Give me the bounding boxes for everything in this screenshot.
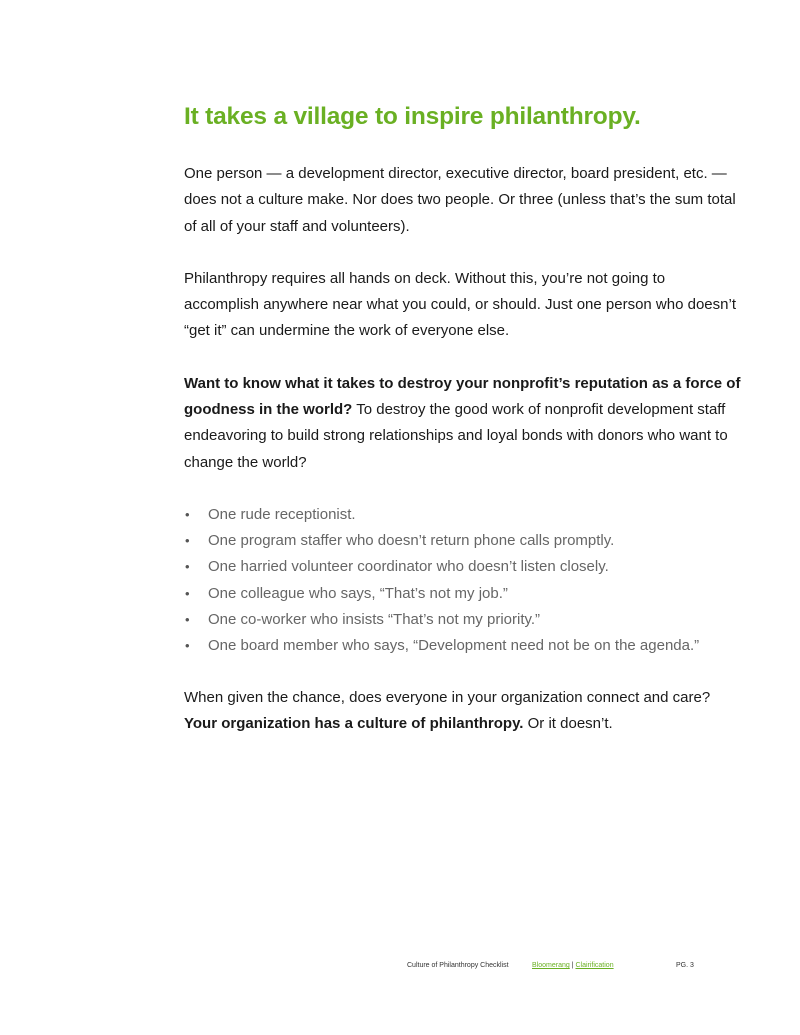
bullet-marker: • — [185, 506, 190, 522]
intro-paragraph: One person — a development director, executive director, board president, etc. — does not a culture make. Nor does two people. Or three (unless that’s the sum total of all of your staff and volunteers). — [184, 165, 736, 235]
closing-paragraph — [184, 685, 744, 738]
page-content — [184, 100, 744, 738]
list-item-text: One co-worker who insists “That’s not my priority.” — [208, 610, 541, 628]
bullet-marker: • — [185, 611, 190, 627]
bullet-marker: • — [185, 559, 190, 575]
list-item-text: One harried volunteer coordinator who doesn’t listen closely. — [208, 558, 609, 576]
footer-document-title: Culture of Philanthropy Checklist — [407, 962, 509, 969]
footer-links — [532, 960, 614, 972]
list-item — [184, 502, 744, 528]
page-title: It takes a village to inspire philanthropy. — [184, 103, 641, 130]
list-item-text: One colleague who says, “That’s not my job.” — [208, 584, 508, 602]
bloomerang-link[interactable]: Bloomerang — [532, 962, 570, 969]
closing-tail: Or it doesn’t. — [523, 715, 613, 733]
page-number: PG. 3 — [676, 962, 694, 969]
reputation-paragraph — [184, 371, 744, 476]
list-item — [184, 607, 744, 633]
list-item-text: One program staffer who doesn’t return phone calls promptly. — [208, 532, 615, 550]
list-item — [184, 554, 744, 580]
list-item — [184, 581, 744, 607]
example-list — [184, 502, 744, 659]
bullet-marker: • — [185, 585, 190, 601]
closing-question: When given the chance, does everyone in your organization connect and care? — [184, 689, 711, 707]
reputation-followup: To destroy the good work of nonprofit development staff endeavoring to build strong relationships and loyal bonds with donors who want to change the world? — [184, 401, 728, 471]
clairification-link[interactable]: Clairification — [575, 962, 614, 969]
list-item-text: One board member who says, “Development need not be on the agenda.” — [208, 636, 700, 654]
bullet-marker: • — [185, 533, 190, 549]
closing-statement: Your organization has a culture of philanthropy. — [184, 715, 524, 733]
reputation-question: Want to know what it takes to destroy your nonprofit’s reputation as a force of goodness in the world? — [184, 374, 741, 419]
footer-separator: | — [569, 962, 576, 969]
all-hands-paragraph: Philanthropy requires all hands on deck. Without this, you’re not going to accomplish anywhere near what you could, or should. Just one person who doesn’t “get it” can undermine the work of everyone else. — [184, 269, 736, 340]
list-item — [184, 528, 744, 554]
list-item — [184, 633, 744, 659]
list-item-text: One rude receptionist. — [208, 505, 356, 523]
bullet-marker: • — [185, 637, 190, 653]
page-footer — [0, 960, 800, 972]
